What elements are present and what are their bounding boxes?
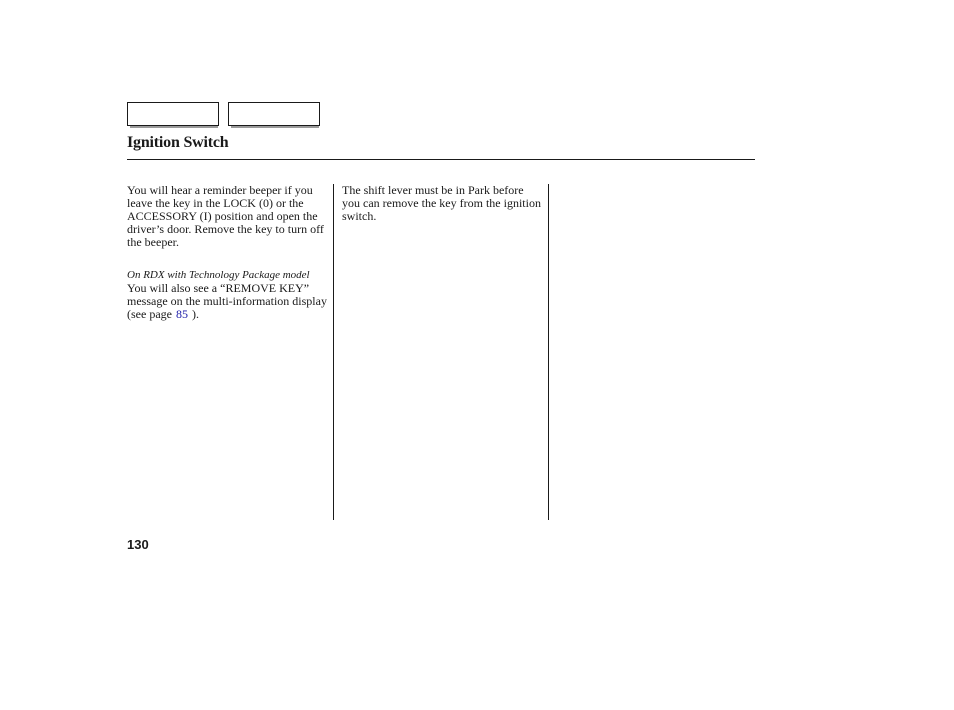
beeper-paragraph: You will hear a reminder beeper if you leave the key in the LOCK (0) or the ACCESSORY (I) position and open the driver’s door. Remove the key to turn off the beeper. <box>127 183 324 249</box>
text-column-2 <box>342 184 542 223</box>
index-button[interactable] <box>228 102 320 126</box>
page-85-link[interactable]: 85 <box>175 307 188 321</box>
page-title: Ignition Switch <box>127 134 229 151</box>
column-divider <box>548 184 549 520</box>
remove-key-text-end: ). <box>191 307 199 321</box>
column-divider <box>333 184 334 520</box>
remove-key-paragraph <box>127 282 327 321</box>
remove-key-text: You will also see a “REMOVE KEY” message on the multi-information display (see page <box>127 281 327 321</box>
text-column-1 <box>127 184 327 321</box>
model-note: On RDX with Technology Package model <box>127 269 310 281</box>
shift-lever-paragraph: The shift lever must be in Park before you can remove the key from the ignition switch. <box>342 183 541 223</box>
main-menu-button[interactable] <box>127 102 219 126</box>
page-number: 130 <box>127 537 149 552</box>
title-divider <box>127 159 755 160</box>
